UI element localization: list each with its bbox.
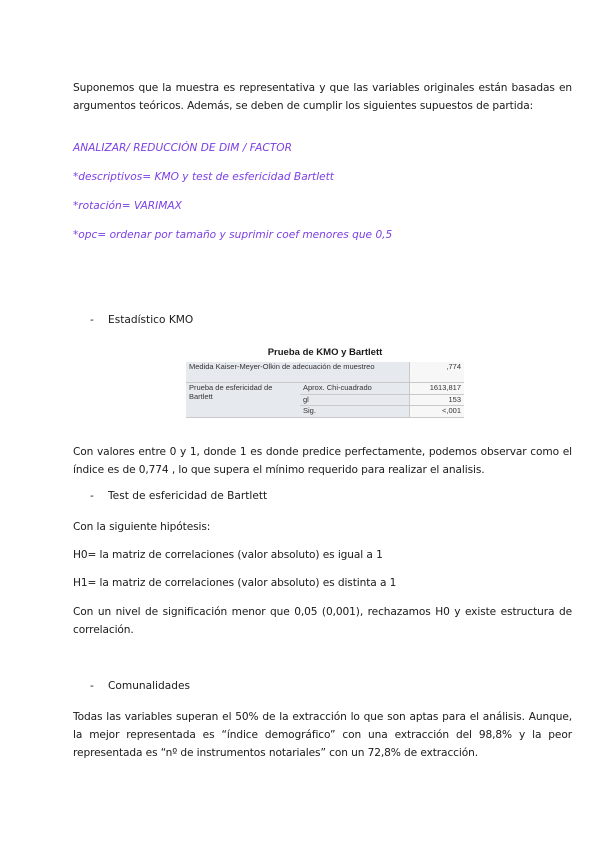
bullet-dash: - [90,490,94,502]
hypothesis-intro: Con la siguiente hipótesis: [73,521,211,533]
spss-menu-path: ANALIZAR/ REDUCCIÓN DE DIM / FACTOR [73,142,292,154]
bullet-bartlett-label: Test de esfericidad de Bartlett [108,490,268,502]
spss-rotacion: *rotación= VARIMAX [73,200,182,212]
bullet-dash: - [90,680,94,692]
kmo-value: ,774 [410,362,465,383]
hypothesis-h0: H0= la matriz de correlaciones (valor absoluto) es igual a 1 [73,549,383,561]
spss-opciones: *opc= ordenar por tamaño y suprimir coef menores que 0,5 [73,229,393,241]
bullet-bartlett [90,490,267,502]
kmo-label: Medida Kaiser-Meyer-Olkin de adecuación de muestreo [186,362,410,383]
bartlett-group-label: Prueba de esfericidad de Bartlett [186,383,300,418]
kmo-table [186,362,464,418]
hypothesis-h1: H1= la matriz de correlaciones (valor absoluto) es distinta a 1 [73,577,397,589]
intro-paragraph: Suponemos que la muestra es representativa y que las variables originales están basadas en argumentos teóricos. Además, se deben de cumplir los siguientes supuestos de partida: [73,82,572,112]
bullet-kmo [90,314,193,326]
gl-value: 153 [410,394,465,406]
kmo-result-paragraph: Con valores entre 0 y 1, donde 1 es donde predice perfectamente, podemos observar como el índice es de 0,774 , lo que supera el mínimo requerido para realizar el analisis. [73,446,572,476]
table-row [186,362,464,383]
bullet-communalities [90,680,190,692]
bullet-dash: - [90,314,94,326]
sig-label: Sig. [300,406,410,418]
chi-square-label: Aprox. Chi-cuadrado [300,383,410,395]
gl-label: gl [300,394,410,406]
table-row [186,383,464,395]
kmo-table-title: Prueba de KMO y Bartlett [267,347,383,358]
spss-descriptivos: *descriptivos= KMO y test de esfericidad Bartlett [73,171,334,183]
chi-square-value: 1613,817 [410,383,465,395]
bullet-kmo-label: Estadístico KMO [108,314,194,326]
sig-value: <,001 [410,406,465,418]
communalities-paragraph: Todas las variables superan el 50% de la extracción lo que son aptas para el análisis. Aunque, la mejor representada es “índice demográfico” con una extracción del 98,8% y la peor representada es “nº de instrumentos notariales” con un 72,8% de extracción. [73,711,572,759]
bullet-communalities-label: Comunalidades [108,680,190,692]
bartlett-result-paragraph: Con un nivel de significación menor que 0,05 (0,001), rechazamos H0 y existe estructura de correlación. [73,606,572,636]
